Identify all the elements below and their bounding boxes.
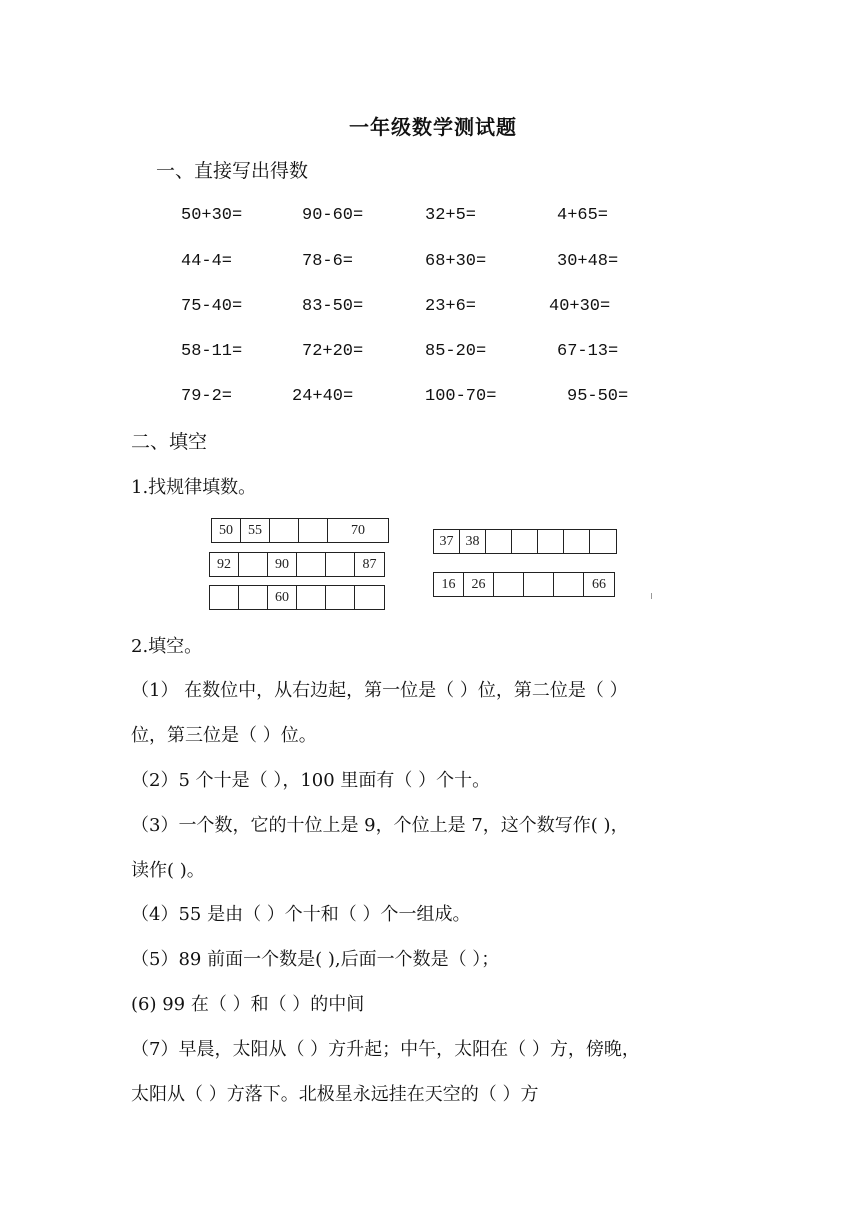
problem: 4+65= [557, 206, 609, 225]
problem: 40+30= [549, 297, 611, 316]
section-2-heading: 二、填空 [131, 431, 208, 453]
problem: 78-6= [302, 252, 354, 271]
question-2-label: 2.填空。 [131, 636, 203, 657]
problem: 75-40= [181, 297, 243, 316]
sequence-cell[interactable] [486, 530, 512, 553]
fill-blank-line: 太阳从（ ）方落下。北极星永远挂在天空的（ ）方 [131, 1084, 539, 1105]
problem: 85-20= [425, 342, 487, 361]
problem: 68+30= [425, 252, 487, 271]
fill-blank-line: （5）89 前面一个数是( ),后面一个数是（ ）； [131, 949, 500, 970]
sequence-cell: 55 [241, 519, 270, 542]
sequence-cell: 70 [351, 523, 365, 538]
sequence-cell: 66 [592, 577, 606, 592]
section-1-heading: 一、直接写出得数 [156, 160, 309, 182]
sequence-cell: 60 [268, 586, 297, 609]
sequence-cell[interactable] [554, 573, 584, 596]
sequence-cell: 38 [460, 530, 486, 553]
sequence-cell: 50 [212, 519, 241, 542]
sequence-cell: 87 [362, 557, 377, 572]
sequence-cell[interactable] [326, 553, 355, 576]
sequence-cell[interactable] [299, 519, 328, 542]
sequence-cell[interactable] [512, 530, 538, 553]
stray-mark [651, 593, 652, 599]
number-sequence [433, 529, 617, 554]
number-sequence [211, 518, 389, 543]
page-title: 一年级数学测试题 [349, 115, 517, 139]
sequence-cell[interactable] [355, 586, 384, 609]
sequence-cell: 16 [434, 573, 464, 596]
sequence-cell: 90 [268, 553, 297, 576]
problem: 72+20= [302, 342, 364, 361]
sequence-cell[interactable] [590, 530, 616, 553]
problem: 24+40= [292, 387, 354, 406]
fill-blank-line: 读作( )。 [131, 860, 205, 881]
number-sequence [209, 585, 385, 610]
number-sequence [209, 552, 385, 577]
question-1-label: 1.找规律填数。 [131, 477, 257, 498]
problem: 30+48= [557, 252, 619, 271]
sequence-cell[interactable] [270, 519, 299, 542]
fill-blank-line: （4）55 是由（ ）个十和（ ）个一组成。 [131, 904, 471, 925]
sequence-cell[interactable] [297, 553, 326, 576]
problem: 44-4= [181, 252, 233, 271]
problem: 79-2= [181, 387, 233, 406]
fill-blank-line: (6) 99 在（ ）和（ ）的中间 [131, 994, 365, 1015]
fill-blank-line: （7）早晨，太阳从（ ）方升起；中午，太阳在（ ）方，傍晚， [131, 1039, 640, 1060]
problem: 58-11= [181, 342, 243, 361]
number-sequence [433, 572, 615, 597]
problem: 83-50= [302, 297, 364, 316]
sequence-cell[interactable] [326, 586, 355, 609]
problem: 90-60= [302, 206, 364, 225]
fill-blank-line: （3）一个数，它的十位上是 9，个位上是 7，这个数写作( )， [131, 815, 629, 836]
problem: 32+5= [425, 206, 477, 225]
problem: 67-13= [557, 342, 619, 361]
sequence-cell[interactable] [564, 530, 590, 553]
sequence-cell[interactable] [524, 573, 554, 596]
problem: 50+30= [181, 206, 243, 225]
sequence-cell: 37 [434, 530, 460, 553]
sequence-cell[interactable] [210, 586, 239, 609]
sequence-cell[interactable] [494, 573, 524, 596]
sequence-cell[interactable] [538, 530, 564, 553]
sequence-cell[interactable] [239, 553, 268, 576]
sequence-cell[interactable] [297, 586, 326, 609]
problem: 95-50= [567, 387, 629, 406]
sequence-cell: 26 [464, 573, 494, 596]
problem: 23+6= [425, 297, 477, 316]
fill-blank-line: （2）5 个十是（ ），100 里面有（ ）个十。 [131, 770, 491, 791]
problem: 100-70= [425, 387, 497, 406]
fill-blank-line: 位，第三位是（ ）位。 [131, 725, 317, 746]
sequence-cell: 92 [210, 553, 239, 576]
fill-blank-line: （1） 在数位中，从右边起，第一位是（ ）位，第二位是（ ） [131, 680, 628, 701]
sequence-cell[interactable] [239, 586, 268, 609]
